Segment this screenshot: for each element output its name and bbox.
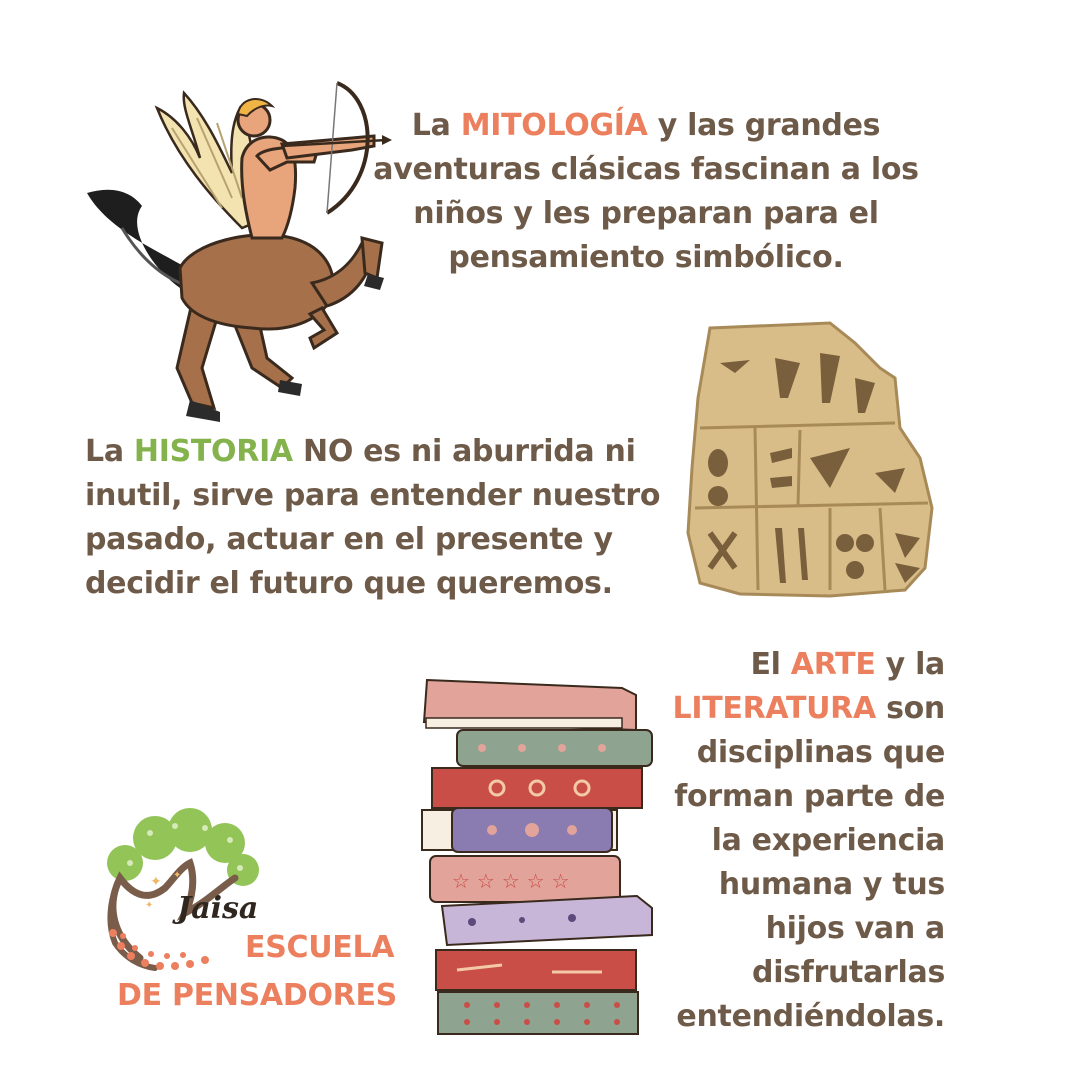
cuneiform-tablet-icon xyxy=(680,318,942,600)
logo-line1: ESCUELA xyxy=(245,930,395,965)
book-stack-icon xyxy=(412,660,658,1040)
centaur-archer-icon xyxy=(82,78,392,423)
tree-logo-icon xyxy=(95,808,265,973)
logo-line2: DE PENSADORES xyxy=(117,978,397,1013)
mythology-paragraph xyxy=(370,104,922,280)
art-middle: y la xyxy=(885,647,945,682)
history-highlight: HISTORIA xyxy=(133,434,293,469)
mythology-prefix: La xyxy=(411,108,451,143)
svg-text:✦: ✦ xyxy=(150,874,162,890)
svg-text:✦: ✦ xyxy=(173,870,182,881)
svg-text:✦: ✦ xyxy=(145,900,154,911)
art-highlight: ARTE xyxy=(790,647,876,682)
history-prefix: La xyxy=(85,434,124,469)
mythology-text: y las grandes aventuras clásicas fascinan a los niños y les preparan para el pensamiento simbólico. xyxy=(373,108,919,275)
history-paragraph xyxy=(85,430,665,606)
literature-highlight: LITERATURA xyxy=(672,691,876,726)
mythology-highlight: MITOLOGÍA xyxy=(460,108,648,143)
svg-text:☆ ☆ ☆ ☆ ☆: ☆ ☆ ☆ ☆ ☆ xyxy=(452,869,570,893)
art-paragraph xyxy=(660,643,945,1039)
history-text: NO es ni aburrida ni inutil, sirve para entender nuestro pasado, actuar en el presente y decidir el futuro que queremos. xyxy=(85,434,661,601)
logo-script-name: Jaisa xyxy=(177,891,259,926)
art-text: son disciplinas que forman parte de la experiencia humana y tus hijos van a disfrutarlas entendiéndolas. xyxy=(674,691,945,1034)
art-prefix: El xyxy=(750,647,781,682)
